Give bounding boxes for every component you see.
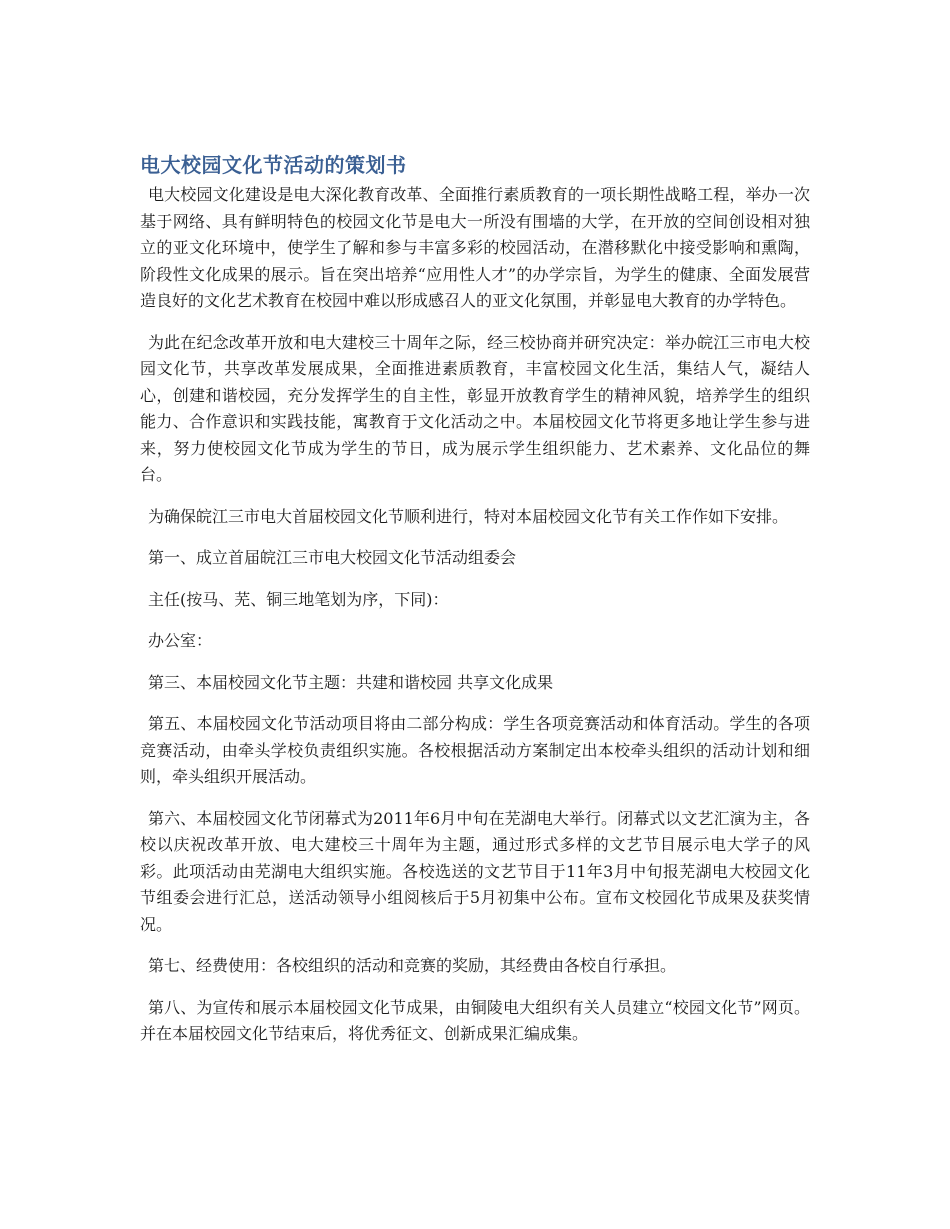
paragraph-arrangement: 为确保皖江三市电大首届校园文化节顺利进行，特对本届校园文化节有关工作作如下安排。 xyxy=(148,506,789,526)
paragraph-item-6: 第六、本届校园文化节闭幕式为2011年6月中旬在芜湖电大举行。闭幕式以文艺汇演为主，各校以庆祝改革开放、电大建校三十周年为主题，通过形式多样的文艺节目展示电大学子的风彩。此项活动由芜湖电大组织实施。各校选送的文艺节目于11年3月中旬报芜湖电大校园文化节组委会进行汇总，送活动领导小组阅核后于5月初集中公布。宣布文校园化节成果及获奖情况。 xyxy=(140,808,810,934)
paragraph-item-3: 第三、本届校园文化节主题：共建和谐校园 共享文化成果 xyxy=(148,672,554,692)
paragraph-office: 办公室： xyxy=(148,631,213,650)
paragraph-item-7: 第七、经费使用：各校组织的活动和竞赛的奖励，其经费由各校自行承担。 xyxy=(148,956,677,975)
paragraph-item-5: 第五、本届校园文化节活动项目将由二部分构成：学生各项竞赛活动和体育活动。学生的各项竞赛活动，由牵头学校负责组织实施。各校根据活动方案制定出本校牵头组织的活动计划和细则，牵头组织开展活动。 xyxy=(140,714,810,786)
paragraph-item-1: 第一、成立首届皖江三市电大校园文化节活动组委会 xyxy=(148,548,517,567)
document-page xyxy=(140,150,810,1063)
paragraph-item-8: 第八、为宣传和展示本届校园文化节成果，由铜陵电大组织有关人员建立“校园文化节”网页。并在本届校园文化节结束后，将优秀征文、创新成果汇编成集。 xyxy=(140,997,810,1043)
paragraph-intro: 电大校园文化建设是电大深化教育改革、全面推行素质教育的一项长期性战略工程，举办一次基于网络、具有鲜明特色的校园文化节是电大一所没有围墙的大学，在开放的空间创设相对独立的亚文化环境中，使学生了解和参与丰富多彩的校园活动，在潜移默化中接受影响和熏陶，阶段性文化成果的展示。旨在突出培养“应用性人才”的办学宗旨，为学生的健康、全面发展营造良好的文化艺术教育在校园中难以形成感召人的亚文化氛围，并彰显电大教育的办学特色。 xyxy=(140,185,810,310)
paragraph-director: 主任(按马、芜、铜三地笔划为序，下同)： xyxy=(148,589,449,609)
paragraph-purpose: 为此在纪念改革开放和电大建校三十周年之际，经三校协商并研究决定：举办皖江三市电大校园文化节，共享改革发展成果，全面推进素质教育，丰富校园文化生活，集结人气，凝结人心，创建和谐校园，充分发挥学生的自主性，彰显开放教育学生的精神风貌，培养学生的组织能力、合作意识和实践技能，寓教育于文化活动之中。本届校园文化节将更多地让学生参与进来，努力使校园文化节成为学生的节日，成为展示学生组织能力、艺术素养、文化品位的舞台。 xyxy=(140,332,810,484)
document-title: 电大校园文化节活动的策划书 xyxy=(140,153,407,177)
